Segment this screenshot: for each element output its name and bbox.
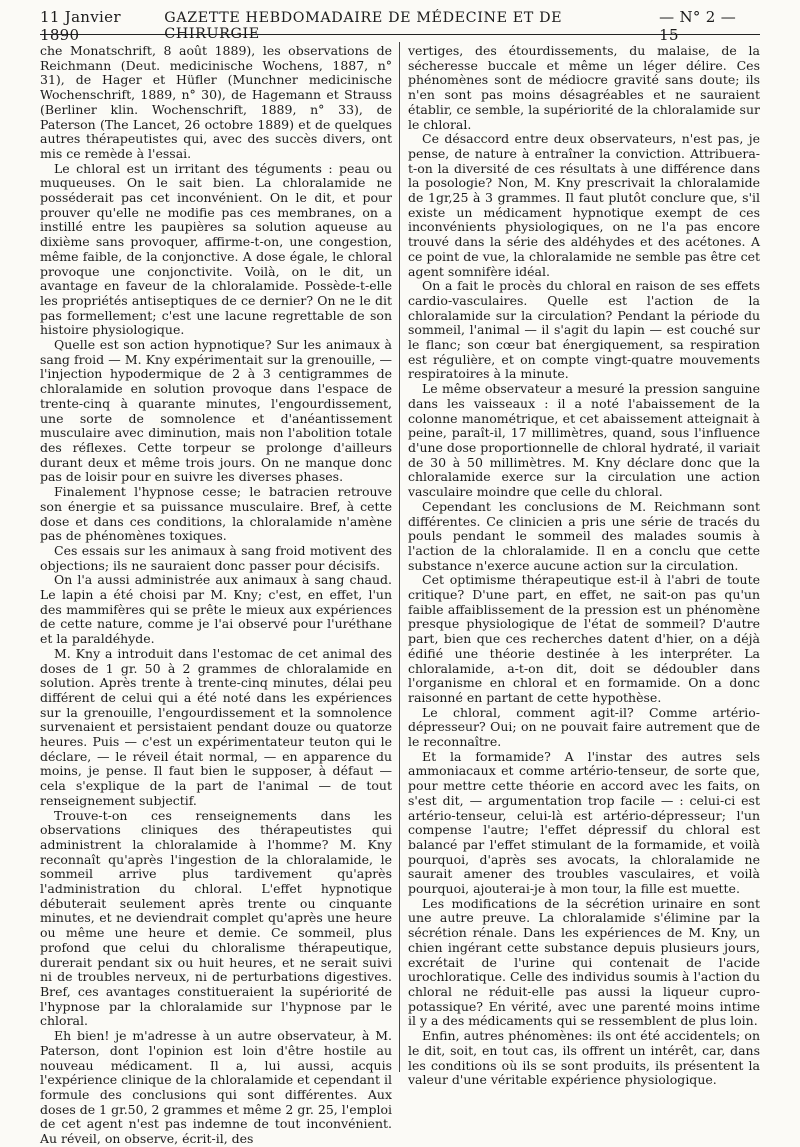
paragraph: Cet optimisme thérapeutique est-il à l'abri de toute critique? D'une part, en effet, ne sait-on pas qu'un faible affaiblissement de la pression est un phénomène presque physiologique de l'état de sommeil? D'autre part, bien que ces recherches datent d'hier, on a déjà édifié une théorie destinée à les interpréter. La chloralamide, a-t-on dit, doit se dédoubler dans l'organisme en chloral et en formamide. On a donc raisonné en partant de cette hypothèse. bbox=[408, 572, 760, 705]
paragraph: Le chloral, comment agit-il? Comme artério-dépresseur? Oui; on ne pouvait faire autrement que de le reconnaître. bbox=[408, 704, 760, 750]
paragraph: Les modifications de la sécrétion urinaire en sont une autre preuve. La chloralamide s'élimine par la sécrétion rénale. Dans les expériences de M. Kny, un chien ingérant cette substance depuis plusieurs jours, excrétait de l'urine qui contenait de l'acide urochloratique. Celle des individus soumis à l'action du chloral ne réduit-elle pas aussi la liqueur cupro-potassique? En vérité, avec une parenté moins intime il y a des médicaments qui se ressemblent de plus loin. bbox=[408, 895, 760, 1029]
paragraph: vertiges, des étourdissements, du malaise, de la sécheresse buccale et même un léger délire. Ces phénomènes sont de médiocre gravité sans doute; ils n'en sont pas moins désagréables et ne sauraient établir, ce semble, la supériorité de la chloralamide sur le chloral. bbox=[408, 43, 760, 132]
paragraph: Et la formamide? A l'instar des autres sels ammoniacaux et comme artério-tenseur, de sorte que, pour mettre cette théorie en accord avec les faits, on s'est dit, — argumentation trop facile — : celui-ci est artério-tenseur, celui-là est artério-dépresseur; l'un compense l'autre; l'effet dépressif du chloral est balancé par l'effet stimulant de la formamide, et voilà pourquoi, d'après ses avocats, la chloralamide ne saurait amener des troubles vasculaires, et voilà pourquoi, ajouterai-je à mon tour, la fille est muette. bbox=[408, 748, 760, 897]
right-column bbox=[408, 43, 760, 1088]
issue-page-number: — N° 2 — 15 bbox=[659, 8, 736, 44]
paragraph: On a fait le procès du chloral en raison de ses effets cardio-vasculaires. Quelle est l'action de la chloralamide sur la circulation? Pendant la période du sommeil, l'animal — il s'agit du lapin — est couché sur le flanc; son cœur bat énergiquement, sa respiration est régulière, et on compte vingt-quatre mouvements respiratoires à la minute. bbox=[408, 278, 760, 382]
paragraph: Eh bien! je m'adresse à un autre observateur, à M. Paterson, dont l'opinion est loin d'être hostile au nouveau médicament. Il a, lui aussi, acquis l'expérience clinique de la chloralamide et cependant il formule des conclusions qui sont différentes. Aux doses de 1 gr.50, 2 grammes et même 2 gr. 25, l'emploi de cet agent n'est pas indemne de tout inconvénient. Au réveil, on observe, écrit-il, des bbox=[40, 1028, 392, 1147]
left-column bbox=[40, 43, 392, 1147]
paragraph: M. Kny a introduit dans l'estomac de cet animal des doses de 1 gr. 50 à 2 grammes de chloralamide en solution. Après trente à trente-cinq minutes, délai peu différent de celui qui a été noté dans les expériences sur la grenouille, l'engourdissement et la somnolence survenaient et persistaient pendant douze ou quatorze heures. Puis — c'est un expérimentateur teuton qui le déclare, — le réveil était normal, — en apparence du moins, je pense. Il faut bien le supposer, à défaut — cela s'explique de la part de l'animal — de tout renseignement subjectif. bbox=[40, 645, 392, 808]
paragraph: Le même observateur a mesuré la pression sanguine dans les vaisseaux : il a noté l'abaissement de la colonne manométrique, et cet abaissement atteignait à peine, paraît-il, 17 millimètres, quand, sous l'influence d'une dose proportionnelle de chloral hydraté, il variait de 30 à 50 millimètres. M. Kny déclare donc que la chloralamide exerce sur la circulation une action vasculaire moindre que celle du chloral. bbox=[408, 381, 760, 500]
paragraph: Cependant les conclusions de M. Reichmann sont différentes. Ce clinicien a pris une série de tracés du pouls pendant le sommeil des malades soumis à l'action de la chloralamide. Il en a conclu que cette substance n'exerce aucune action sur la circulation. bbox=[408, 498, 760, 573]
paragraph: Enfin, autres phénomènes: ils ont été accidentels; on le dit, soit, en tout cas, ils offrent un intérêt, car, dans les conditions où ils se sont produits, ils présentent la valeur d'une véritable expérience physiologique. bbox=[408, 1028, 760, 1088]
paragraph: Le chloral est un irritant des téguments : peau ou muqueuses. On le sait bien. La chloralamide ne posséderait pas cet inconvénient. On le dit, et pour prouver qu'elle ne modifie pas ces membranes, on a instillé entre les paupières sa solution aqueuse au dixième sans provoquer, affirme-t-on, une congestion, même faible, de la conjonctive. A dose égale, le chloral provoque une conjonctivite. Voilà, on le dit, un avantage en faveur de la chloralamide. Possède-t-elle les propriétés antiseptiques de ce dernier? On ne le dit pas formellement; c'est une lacune regrettable de son histoire physiologique. bbox=[40, 160, 392, 338]
paragraph: Ce désaccord entre deux observateurs, n'est pas, je pense, de nature à entraîner la conviction. Attribuera-t-on la diversité de ces résultats à une différence dans la posologie? Non, M. Kny prescrivait la chloralamide de 1gr,25 à 3 grammes. Il faut plutôt conclure que, s'il existe un médicament hypnotique exempt de ces inconvénients physiologiques, on ne l'a pas encore trouvé dans la série des aldéhydes et des acétones. A ce point de vue, la chloralamide ne semble pas être cet agent somnifère idéal. bbox=[408, 131, 760, 279]
issue-date: 11 Janvier 1890 bbox=[40, 8, 121, 44]
paragraph: Ces essais sur les animaux à sang froid motivent des objections; ils ne sauraient donc passer pour décisifs. bbox=[40, 542, 392, 573]
journal-title: GAZETTE HEBDOMADAIRE DE MÉDECINE ET DE CHIRURGIE bbox=[164, 10, 563, 42]
paragraph: Finalement l'hypnose cesse; le batracien retrouve son énergie et sa puissance musculaire. Bref, à cette dose et dans ces conditions, la chloralamide n'amène pas de phénomènes toxiques. bbox=[40, 484, 392, 544]
page-header bbox=[40, 8, 760, 44]
paragraph: Trouve-t-on ces renseignements dans les observations cliniques des thérapeutistes qui administrent la chloralamide à l'homme? M. Kny reconnaît qu'après l'ingestion de la chloralamide, le sommeil arrive plus tardivement qu'après l'administration du chloral. L'effet hypnotique débuterait seulement après trente ou cinquante minutes, et ne deviendrait complet qu'après une heure ou même une heure et demie. Ce sommeil, plus profond que celui du chloralisme thérapeutique, durerait pendant six ou huit heures, et ne serait suivi ni de troubles nerveux, ni de perturbations digestives. Bref, ces avantages constitueraient la supériorité de l'hypnose par la chloralamide sur l'hypnose par le chloral. bbox=[40, 807, 392, 1029]
column-divider bbox=[399, 42, 400, 1072]
paragraph: Quelle est son action hypnotique? Sur les animaux à sang froid — M. Kny expérimentait sur la grenouille, — l'injection hypodermique de 2 à 3 centigrammes de chloralamide en solution provoque dans l'espace de trente-cinq à quarante minutes, l'engourdissement, une sorte de somnolence et d'anéantissement musculaire avec diminution, mais non l'abolition totale des réflexes. Cette torpeur se prolonge d'ailleurs durant deux et même trois jours. On ne manque donc pas de loisir pour en suivre les diverses phases. bbox=[40, 337, 392, 485]
paragraph: On l'a aussi administrée aux animaux à sang chaud. Le lapin a été choisi par M. Kny; c'est, en effet, l'un des mammifères qui se prête le mieux aux expériences de cette nature, comme je l'ai observé pour l'uréthane et la paraldéhyde. bbox=[40, 572, 392, 647]
paragraph: che Monatschrift, 8 août 1889), les observations de Reichmann (Deut. medicinische Wochens, 1887, n° 31), de Hager et Hüfler (Munchner medicinische Wochenschrift, 1889, n° 30), de Hagemann et Strauss (Berliner klin. Wochenschrift, 1889, n° 33), de Paterson (The Lancet, 26 octobre 1889) et de quelques autres thérapeutistes qui, avec des succès divers, ont mis ce remède à l'essai. bbox=[40, 43, 392, 161]
